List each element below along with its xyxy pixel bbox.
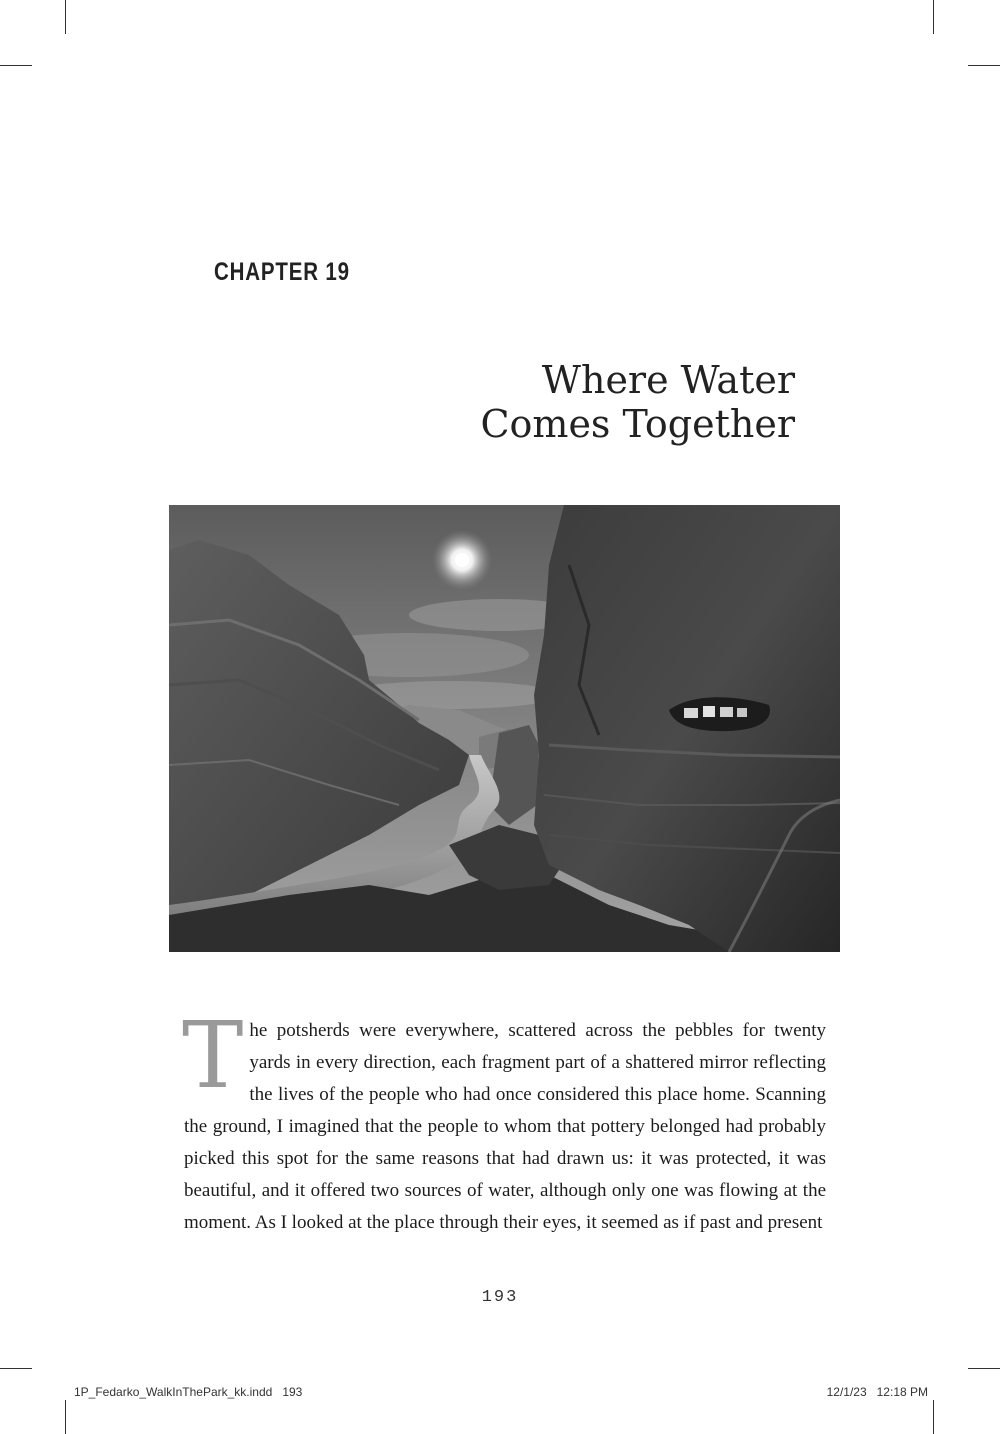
chapter-title-line-1: Where Water xyxy=(541,358,795,402)
crop-mark xyxy=(0,65,32,66)
crop-mark xyxy=(933,1400,934,1434)
slug-file-info: 1P_Fedarko_WalkInThePark_kk.indd 193 xyxy=(74,1385,303,1399)
drop-cap: T xyxy=(182,1002,244,1109)
crop-mark xyxy=(65,0,66,34)
slug-timestamp: 12/1/23 12:18 PM xyxy=(826,1385,928,1399)
chapter-title xyxy=(295,358,795,446)
chapter-label: CHAPTER 19 xyxy=(214,258,350,286)
chapter-title-line-2: Comes Together xyxy=(480,402,795,446)
crop-mark xyxy=(65,1400,66,1434)
crop-mark xyxy=(933,0,934,34)
paragraph-text: he potsherds were everywhere, scattered across the pebbles for twenty yards in every direction, each fragment part of a shattered mirror reflecting the lives of the people who had once considered this place home. Scanning the ground, I imagined that the people to whom that pottery belonged had probably picked this spot for the same reasons that had drawn us: it was protected, it was beautiful, and it offered two sources of water, although only one was flowing at the moment. As I looked at the place through their eyes, it seemed as if past and present xyxy=(184,1020,826,1233)
body-text xyxy=(182,1002,826,1239)
crop-mark xyxy=(968,65,1000,66)
canyon-photograph xyxy=(169,505,840,952)
opening-paragraph xyxy=(182,1002,826,1239)
page-number: 193 xyxy=(481,1288,519,1307)
crop-mark xyxy=(968,1368,1000,1369)
crop-mark xyxy=(0,1368,32,1369)
